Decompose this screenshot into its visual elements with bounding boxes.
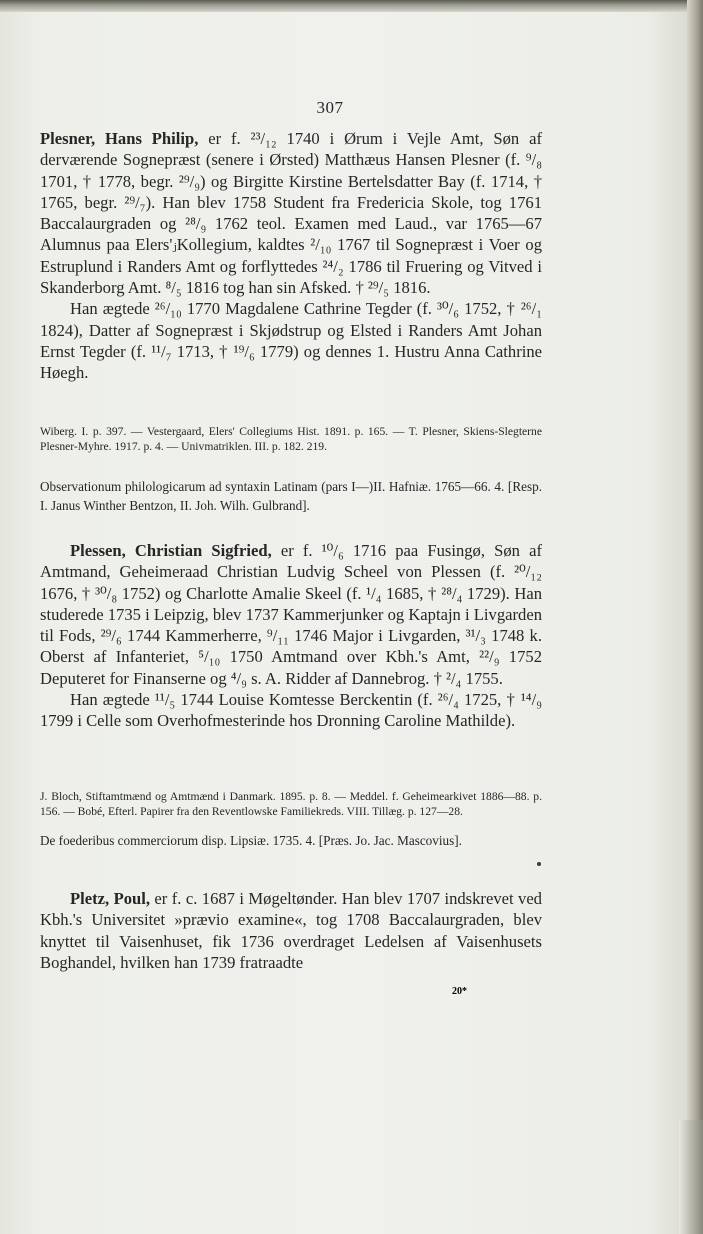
entry-headword: Plessen, Christian Sigfried, <box>70 541 272 560</box>
entry-text: er f. ²³/₁₂ 1740 i Ørum i Vejle Amt, Søn af derværende Sognepræst (senere i Ørsted) Matthæus Hansen Plesner (f. ⁹/₈ 1701, † 1778, begr. ²⁹/₉) og Birgitte Kirstine Bertelsdatter Bay (f. 1714, † 1765, begr. ²⁹/₇). Han blev 1758 Student fra Fredericia Skole, tog 1761 Baccalaurgraden og ²⁸/₉ 1762 teol. Examen med Laud., var 1765—67 Alumnus paa Elers'ⱼKollegium, kaldtes ²/₁₀ 1767 til Sognepræst i Voer og Estruplund i Randers Amt og forflyttedes ²⁴/₂ 1786 til Fruering og Vitved i Skanderborg Amt. ⁸/₅ 1816 tog han sin Afsked. † ²⁹/₅ 1816. <box>40 129 542 298</box>
entry-plessen <box>40 540 542 732</box>
entry-marriage-paragraph: Han ægtede ²⁶/₁₀ 1770 Magdalene Cathrine Tegder (f. ³⁰/₆ 1752, † ²⁶/₁ 1824), Datter af Sognepræst i Skjødstrup og Elsted i Randers Amt Johan Ernst Tegder (f. ¹¹/₇ 1713, † ¹⁹/₆ 1779) og dennes 1. Hustru Anna Cathrine Høegh. <box>40 299 542 383</box>
entry-marriage-paragraph: Han ægtede ¹¹/₅ 1744 Louise Komtesse Berckentin (f. ²⁶/₄ 1725, † ¹⁴/₉ 1799 i Celle som Overhofmesterinde hos Dronning Caroline Mathilde). <box>40 690 542 731</box>
binding-shadow <box>679 1120 703 1234</box>
entry-headword: Plesner, Hans Philip, <box>40 129 199 148</box>
entry-works: Observationum philologicarum ad syntaxin Latinam (pars I—)II. Hafniæ. 1765—66. 4. [Resp. I. Janus Winther Bentzon, II. Joh. Wilh. Gulbrand]. <box>40 479 542 513</box>
entry-text: er f. c. 1687 i Møgeltønder. Han blev 1707 indskrevet ved Kbh.'s Universitet »prævio examine«, tog 1708 Baccalaurgraden, blev knyttet til Vaisenhuset, fik 1736 overdraget Ledelsen af Vaisenhusets Boghandel, hvilken han 1739 fratraadte <box>40 889 542 972</box>
ink-speck <box>537 862 541 866</box>
entry-plesner <box>40 128 542 384</box>
page-number: 307 <box>316 98 344 117</box>
entry-pletz <box>40 888 542 973</box>
printer-signature: 20* <box>452 986 467 997</box>
entry-paragraph <box>40 540 542 689</box>
entry-paragraph <box>40 128 542 298</box>
page-right-edge <box>687 0 703 1234</box>
entry-paragraph <box>40 888 542 973</box>
entry-references: J. Bloch, Stiftamtmænd og Amtmænd i Danmark. 1895. p. 8. — Meddel. f. Geheimearkivet 1886—88. p. 156. — Bobé, Efterl. Papirer fra den Reventlowske Familiekreds. VIII. Tillæg. p. 127—28. <box>40 790 542 818</box>
entry-text: er f. ¹⁰/₆ 1716 paa Fusingø, Søn af Amtmand, Geheimeraad Christian Ludvig Scheel von Plessen (f. ²⁰/₁₂ 1676, † ³⁰/₈ 1752) og Charlotte Amalie Skeel (f. ¹/₄ 1685, † ²⁸/₄ 1729). Han studerede 1735 i Leipzig, blev 1737 Kammerjunker og Kaptajn i Livgarden til Fods, ²⁹/₆ 1744 Kammerherre, ⁹/₁₁ 1746 Major i Livgarden, ³¹/₃ 1748 k. Oberst af Infanteriet, ⁵/₁₀ 1750 Amtmand over Kbh.'s Amt, ²²/₉ 1752 Deputeret for Finanserne og ⁴/₉ s. A. Ridder af Dannebrog. † ²/₄ 1755. <box>40 541 542 688</box>
entry-headword: Pletz, Poul, <box>70 889 150 908</box>
entry-references: Wiberg. I. p. 397. — Vestergaard, Elers' Collegiums Hist. 1891. p. 165. — T. Plesner, Skiens-Slegterne Plesner-Myhre. 1917. p. 4. — Univmatriklen. III. p. 182. 219. <box>40 425 542 453</box>
page-top-edge <box>0 0 703 12</box>
entry-works: De foederibus commerciorum disp. Lipsiæ. 1735. 4. [Præs. Jo. Jac. Mascovius]. <box>40 833 462 848</box>
